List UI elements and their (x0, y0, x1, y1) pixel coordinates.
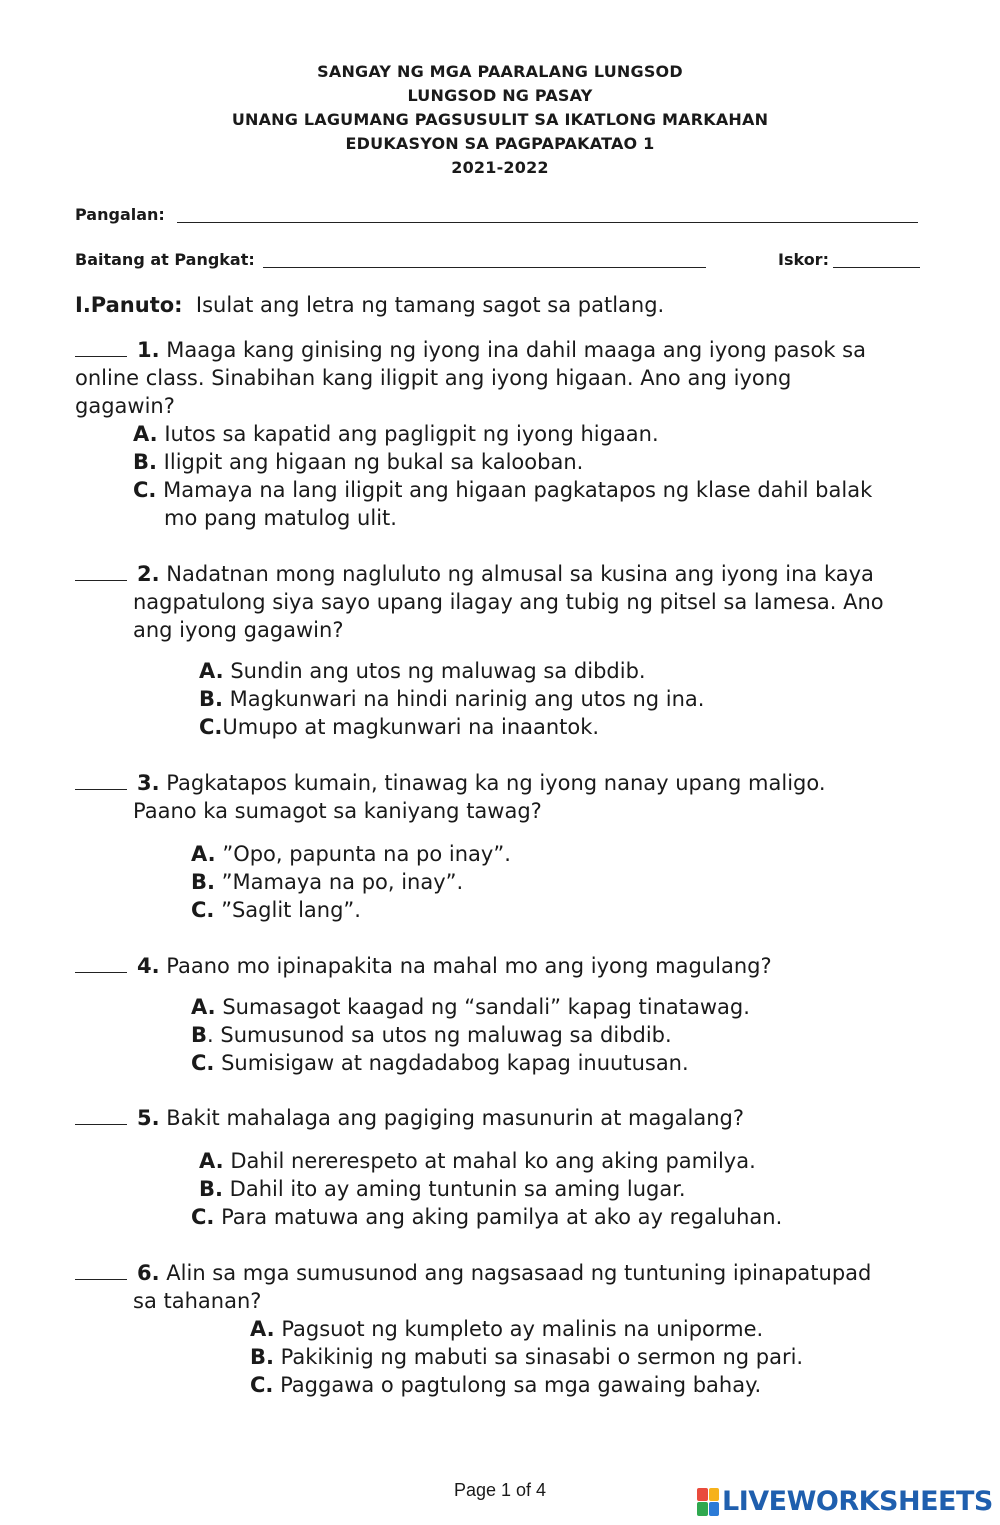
header-line-1: SANGAY NG MGA PAARALANG LUNGSOD (317, 62, 683, 81)
choice-c[interactable]: C.Umupo at magkunwari na inaantok. (199, 715, 600, 739)
answer-blank-6[interactable] (75, 1259, 127, 1280)
header-year: 2021-2022 (451, 158, 549, 177)
choice-b[interactable]: B. Iligpit ang higaan ng bukal sa kalooban. (133, 450, 584, 474)
answer-blank-4[interactable] (75, 952, 127, 973)
choice-a[interactable]: A. Sundin ang utos ng maluwag sa dibdib. (199, 659, 646, 683)
liveworksheets-logo[interactable] (697, 1486, 993, 1517)
question-text-line: Alin sa mga sumusunod ang nagsasaad ng tuntuning ipinapatupad (166, 1261, 872, 1285)
name-label: Pangalan: (75, 205, 165, 224)
question-text-line: Bakit mahalaga ang pagiging masunurin at magalang? (166, 1106, 745, 1130)
question-number: 3. (137, 771, 160, 795)
choice-a[interactable]: A. Sumasagot kaagad ng “sandali” kapag tinatawag. (191, 995, 750, 1019)
choice-c[interactable]: C. Paggawa o pagtulong sa mga gawaing bahay. (250, 1373, 762, 1397)
choice-b[interactable]: B. Magkunwari na hindi narinig ang utos ng ina. (199, 687, 705, 711)
choice-a[interactable]: A. Dahil nererespeto at mahal ko ang aking pamilya. (199, 1149, 756, 1173)
choice-c[interactable]: C. Para matuwa ang aking pamilya at ako ay regaluhan. (191, 1205, 783, 1229)
liveworksheets-icon (697, 1488, 719, 1516)
answer-blank-3[interactable] (75, 769, 127, 790)
choice-b[interactable]: B. ”Mamaya na po, inay”. (191, 870, 464, 894)
choice-b[interactable]: B. Dahil ito ay aming tuntunin sa aming lugar. (199, 1177, 686, 1201)
question-number: 6. (137, 1261, 160, 1285)
question-text-line: sa tahanan? (133, 1289, 262, 1313)
question-text-line: Maaga kang ginising ng iyong ina dahil maaga ang iyong pasok sa (166, 338, 866, 362)
choice-c[interactable]: C. Mamaya na lang iligpit ang higaan pagkatapos ng klase dahil balak (133, 478, 873, 502)
question-number: 1. (137, 338, 160, 362)
question-text-line: gagawin? (75, 394, 175, 418)
choice-c[interactable]: C. ”Saglit lang”. (191, 898, 361, 922)
choice-a[interactable]: A. ”Opo, papunta na po inay”. (191, 842, 511, 866)
grade-blank[interactable] (263, 267, 706, 268)
header-line-3: UNANG LAGUMANG PAGSUSULIT SA IKATLONG MARKAHAN (231, 110, 769, 129)
choice-a[interactable]: A. Pagsuot ng kumpleto ay malinis na uniporme. (250, 1317, 764, 1341)
question-text-line: online class. Sinabihan kang iligpit ang iyong higaan. Ano ang iyong (75, 366, 792, 390)
instructions-label: I.Panuto: (75, 293, 183, 317)
question-number: 4. (137, 954, 160, 978)
question-text-line: nagpatulong siya sayo upang ilagay ang tubig ng pitsel sa lamesa. Ano (133, 590, 884, 614)
answer-blank-2[interactable] (75, 560, 127, 581)
answer-blank-5[interactable] (75, 1104, 127, 1125)
page-number: Page 1 of 4 (453, 1480, 547, 1500)
choice-b[interactable]: B. Pakikinig ng mabuti sa sinasabi o sermon ng pari. (250, 1345, 804, 1369)
question-text-line: ang iyong gagawin? (133, 618, 344, 642)
name-blank[interactable] (177, 222, 918, 223)
instructions (75, 291, 664, 319)
answer-blank-1[interactable] (75, 336, 127, 357)
choice-c[interactable]: C. Sumisigaw at nagdadabog kapag inuutusan. (191, 1051, 689, 1075)
choice-b[interactable]: B. Sumusunod sa utos ng maluwag sa dibdib. (191, 1023, 672, 1047)
score-blank[interactable] (833, 267, 920, 268)
question-text-line: Pagkatapos kumain, tinawag ka ng iyong nanay upang maligo. (166, 771, 826, 795)
question-text-line: Paano mo ipinapakita na mahal mo ang iyong magulang? (166, 954, 772, 978)
choice-a[interactable]: A. Iutos sa kapatid ang pagligpit ng iyong higaan. (133, 422, 659, 446)
header-line-4: EDUKASYON SA PAGPAPAKATAO 1 (345, 134, 655, 153)
score-label: Iskor: (778, 250, 829, 269)
choice-c-continued: mo pang matulog ulit. (164, 506, 397, 530)
header-line-2: LUNGSOD NG PASAY (407, 86, 593, 105)
question-number: 5. (137, 1106, 160, 1130)
liveworksheets-brand: LIVEWORKSHEETS (722, 1486, 993, 1517)
question-number: 2. (137, 562, 160, 586)
instructions-text: Isulat ang letra ng tamang sagot sa patlang. (195, 293, 665, 317)
grade-label: Baitang at Pangkat: (75, 250, 255, 269)
question-text-line: Nadatnan mong nagluluto ng almusal sa kusina ang iyong ina kaya (166, 562, 874, 586)
question-text-line: Paano ka sumagot sa kaniyang tawag? (133, 799, 542, 823)
